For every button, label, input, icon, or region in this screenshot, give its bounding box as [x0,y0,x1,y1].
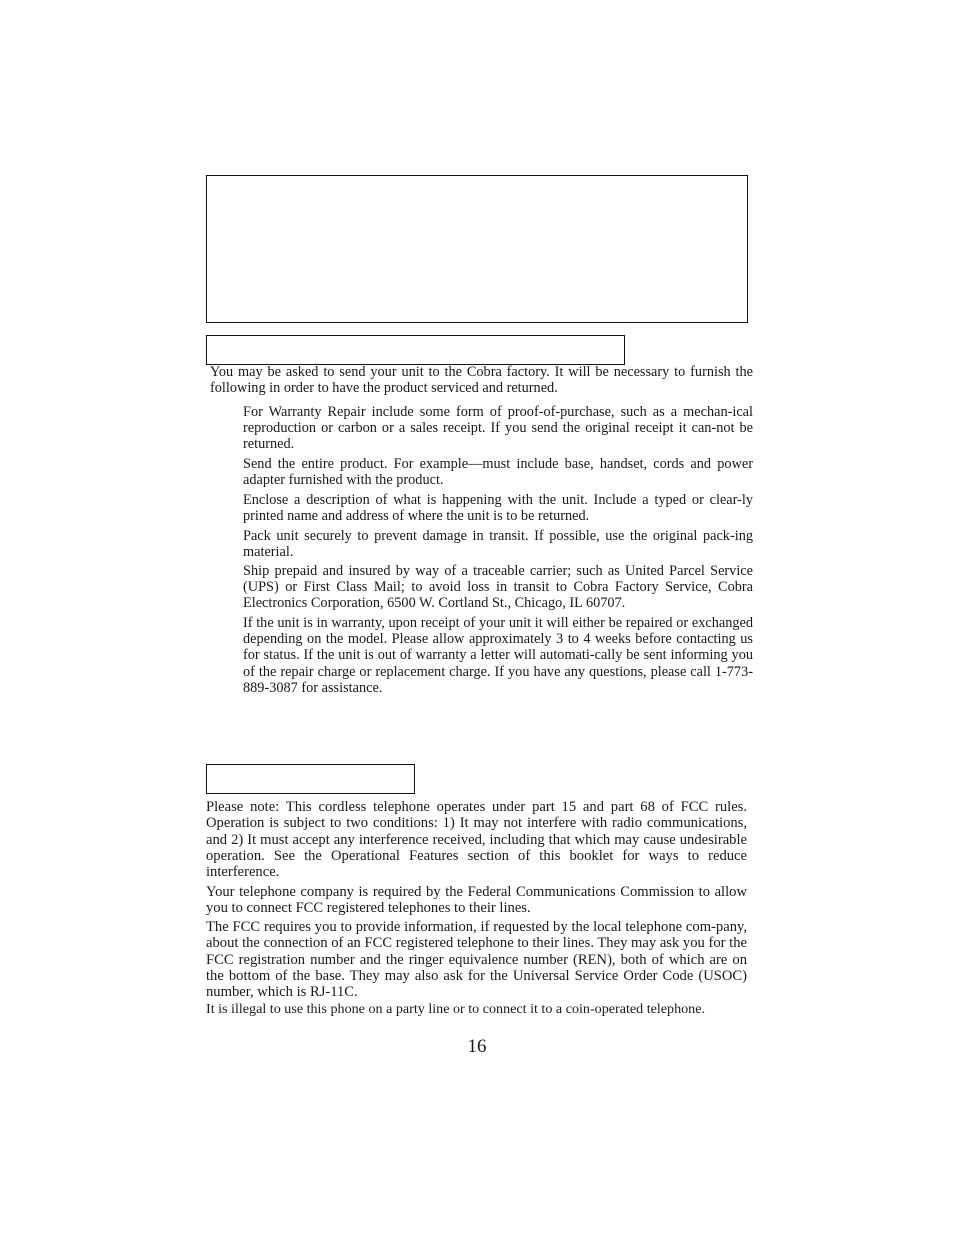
fcc-paragraph-rules: Please note: This cordless telephone operates under part 15 and part 68 of FCC rules. Operation is subject to two conditions: 1) It may not interfere with radio communications, and 2) It must accept any interference received, including that which may cause undesirable operation. See the Operational Features section of this booklet for ways to reduce interference. [206,799,747,881]
service-item-ship-prepaid: Ship prepaid and insured by way of a traceable carrier; such as United Parcel Service (UPS) or First Class Mail; to avoid loss in transit to Cobra Factory Service, Cobra Electronics Corporation, 6500 W. Cortland St., Chicago, IL 60707. [243,563,753,612]
service-item-pack-unit: Pack unit securely to prevent damage in transit. If possible, use the original pack-ing material. [243,528,753,561]
service-item-proof-of-purchase: For Warranty Repair include some form of proof-of-purchase, such as a mechan-ical reproduction or carbon or a sales receipt. If you send the original receipt it can-not be returned. [243,404,753,453]
page-number: 16 [467,1036,487,1057]
service-item-warranty-status: If the unit is in warranty, upon receipt of your unit it will either be repaired or exchanged depending on the model. Please allow approximately 3 to 4 weeks before contacting us for status. If the unit is out of warranty a letter will automati-cally be sent informing you of the repair charge or replacement charge. If you have any questions, please call 1-773-889-3087 for assistance. [243,615,753,696]
service-item-entire-product: Send the entire product. For example—must include base, handset, cords and power adapter furnished with the product. [243,456,753,489]
fcc-paragraph-telephone-company: Your telephone company is required by the Federal Communications Commission to allow you to connect FCC registered telephones to their lines. [206,884,747,917]
service-intro: You may be asked to send your unit to the Cobra factory. It will be necessary to furnish the following in order to have the product serviced and returned. [210,364,753,397]
service-item-description: Enclose a description of what is happening with the unit. Include a typed or clear-ly printed name and address of where the unit is to be returned. [243,492,753,525]
fcc-heading-box [206,764,415,794]
fcc-paragraph-registration: The FCC requires you to provide information, if requested by the local telephone com-pany, about the connection of an FCC registered telephone to their lines. They may ask you for the FCC registration number and the ringer equivalence number (REN), both of which are on the bottom of the base. They may also ask for the Universal Service Order Code (USOC) number, which is RJ-11C. [206,919,747,1001]
top-empty-box [206,175,748,323]
fcc-paragraph-party-line: It is illegal to use this phone on a party line or to connect it to a coin-operated telephone. [206,1001,706,1017]
service-heading-box [206,335,625,365]
